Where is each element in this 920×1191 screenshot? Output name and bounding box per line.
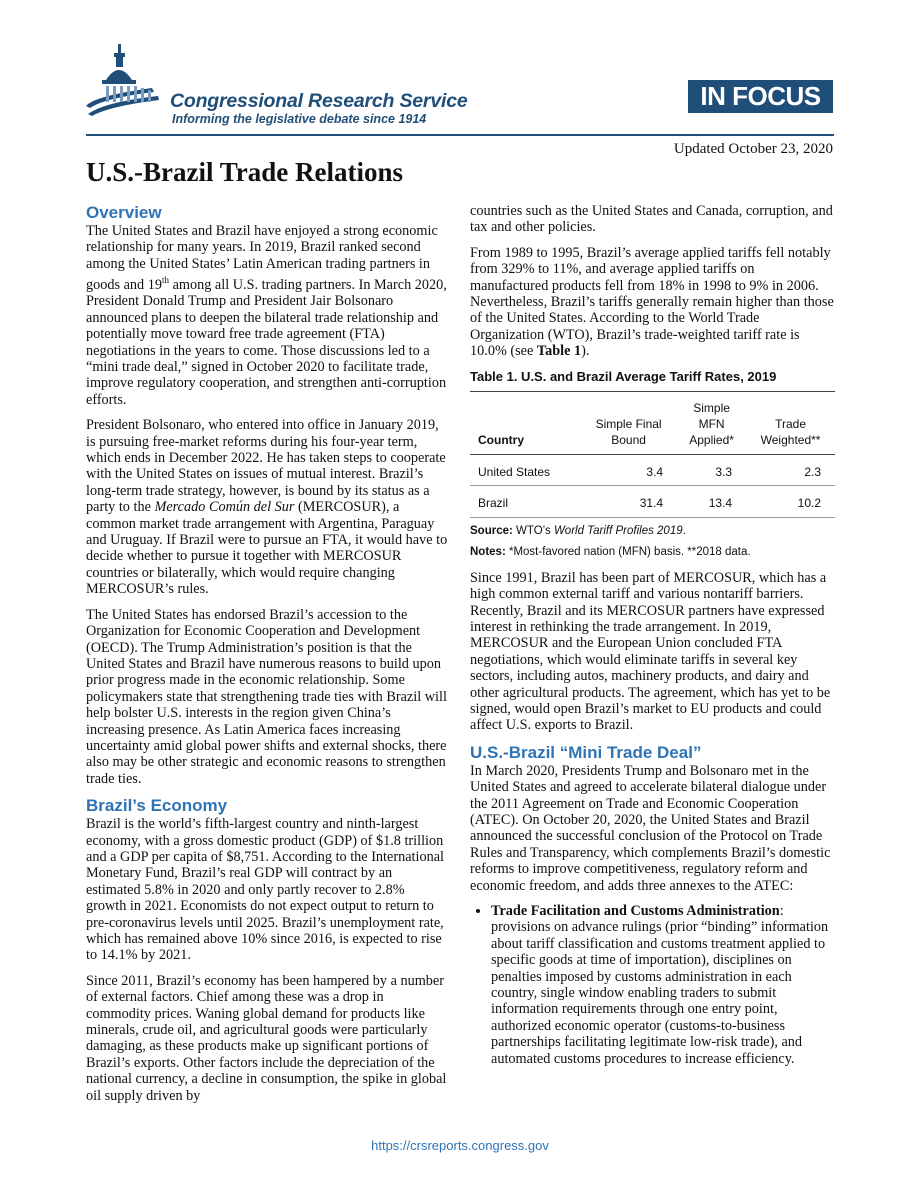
cell-final-bound: 31.4 [580, 486, 677, 517]
tariff-paragraph: From 1989 to 1995, Brazil’s average applied tariffs fell notably from 329% to 11%, and average applied tariffs on manufactured products fell from 18% in 1998 to 9% in 2006. Nevertheless, Brazil’s tariffs generally remain higher than those of the United States. According to the World Trade Organization (WTO), Brazil’s trade-weighted tariff rate is 10.0% (see Table 1). [470, 244, 834, 360]
right-column [470, 203, 835, 1067]
mercosur-paragraph: Since 1991, Brazil has been part of MERCOSUR, which has a high common external tariff and various nontariff barriers. Recently, Brazil and its MERCOSUR partners have expressed interest in rethinking the trade arrangement. In 2019, MERCOSUR and the European Union concluded FTA negotiations, which would eliminate tariffs in several key sectors, including autos, machinery products, and dairy and other agricultural products. The agreement, which has yet to be signed, would open Brazil’s market to EU products and could affect U.S. exports to Brazil. [470, 569, 831, 734]
tariff-table [470, 391, 835, 518]
mini-deal-paragraph: In March 2020, Presidents Trump and Bolsonaro met in the United States and agreed to accelerate bilateral dialogue under the 2011 Agreement on Trade and Economic Cooperation (ATEC). On October 20, 2020, the United States and Brazil announced the successful conclusion of the Protocol on Trade Rules and Transparency, which complements Brazil’s domestic reforms to improve competitiveness, regulatory reform and economic freedom, and adds three annexes to the ATEC: [470, 762, 831, 894]
footer-url[interactable]: https://crsreports.congress.gov [371, 1138, 549, 1153]
economy-paragraph-1: Brazil is the world’s fifth-largest country and ninth-largest economy, with a gross domestic product (GDP) of $1.8 trillion and a GDP per capita of $8,751. According to the International Monetary Fund, Brazil’s real GDP will contract by an estimated 5.8% in 2020 and only partly recover to 2.8% growth in 2021. Economists do not expect output to return to pre-coronavirus levels until 2025. Brazil’s unemployment rate, which has remained above 10% since 2016, is expected to rise to 14.1% by 2021. [86, 816, 444, 964]
cell-country: United States [470, 455, 580, 486]
cell-mfn-applied: 3.3 [677, 455, 746, 486]
updated-date: Updated October 23, 2020 [673, 141, 833, 157]
header-simple-final-bound: Simple Final Bound [580, 392, 677, 455]
overview-paragraph-3: The United States has endorsed Brazil’s accession to the Organization for Economic Cooperation and Development (OECD). The Trump Administration’s position is that the United States and Brazil have numerous reasons to build upon prior progress made in the economic relationship. Some policymakers state that strengthening trade ties with Brazil will help bolster U.S. interests in the region given China’s increasing presence. As Latin America faces increasing uncertainty amid global power shifts and external shocks, there also may be other strategic and economic reasons to strengthen trade ties. [86, 606, 447, 787]
table-source: Source: WTO’s World Tariff Profiles 2019. [470, 524, 686, 537]
table-row [470, 455, 835, 486]
cell-trade-weighted: 2.3 [746, 455, 835, 486]
cell-mfn-applied: 13.4 [677, 486, 746, 517]
economy-heading: Brazil’s Economy [86, 796, 228, 816]
table-notes: Notes: *Most-favored nation (MFN) basis. **2018 data. [470, 546, 751, 559]
header-rule [86, 134, 834, 136]
overview-heading: Overview [86, 203, 162, 222]
table-title: Table 1. U.S. and Brazil Average Tariff Rates, 2019 [470, 368, 777, 384]
list-item: • Trade Facilitation and Customs Administration: provisions on advance rulings (prior “binding” information about tariff classification and customs treatment applied to specific goods at time of importation), disciplines on penalties imposed by customs administration in each country, single window enabling traders to submit information requirements through one entry point, authorized economic operator (customs-to-business partnerships facilitating legitimate low-risk trade), and automated customs procedures to increase efficiency. [491, 903, 835, 1067]
cell-country: Brazil [470, 486, 580, 517]
left-column [86, 203, 448, 1113]
annex-list [470, 903, 835, 1067]
cell-final-bound: 3.4 [580, 455, 677, 486]
table-header-row [470, 392, 835, 455]
economy-paragraph-2: Since 2011, Brazil’s economy has been hampered by a number of external factors. Chief among these was a drop in commodity prices. Waning global demand for products like minerals, crude oil, and agricultural goods were particularly damaging, as these products make up significant portions of Brazil’s exports. Other factors include the depreciation of the national currency, a decline in consumption, the spike in global oil supply driven by [86, 972, 447, 1104]
org-tagline: Informing the legislative debate since 1914 [172, 112, 427, 126]
mini-deal-heading: U.S.-Brazil “Mini Trade Deal” [470, 742, 702, 762]
overview-paragraph-2: President Bolsonaro, who entered into office in January 2019, is pursuing free-market reforms during his four-year term, which ends in December 2022. He has taken steps to cooperate with the United States on issues of mutual interest. Brazil’s long-term trade strategy, however, is bound by its status as a party to the Mercado Común del Sur (MERCOSUR), a common market trade arrangement with Argentina, Paraguay and Uruguay. If Brazil were to pursue an FTA, it would have to decide whether to pursue it together with MERCOSUR countries or bilaterally, which would require changing MERCOSUR’s rules. [86, 417, 448, 598]
org-name: Congressional Research Service [170, 90, 468, 112]
table-row [470, 486, 835, 517]
overview-paragraph-1: The United States and Brazil have enjoyed a strong economic relationship for many years. In 2019, Brazil ranked second among the United States’ Latin American trading partners in goods and 19th among all U.S. trading partners. In March 2020, President Donald Trump and President Jair Bolsonaro announced plans to deepen the bilateral trade relationship and potentially move toward free trade agreement (FTA) negotiations in the years to come. Those discussions led to a “mini trade deal,” signed in October 2020 to facilitate trade, improve regulatory cooperation, and strengthen anti-corruption efforts. [86, 223, 447, 408]
in-focus-badge: IN FOCUS [688, 80, 833, 113]
page-title: U.S.-Brazil Trade Relations [86, 157, 403, 187]
cell-trade-weighted: 10.2 [746, 486, 835, 517]
header-simple-mfn-applied: Simple MFN Applied* [677, 392, 746, 455]
header-trade-weighted: Trade Weighted** [746, 392, 835, 455]
header-country: Country [470, 392, 580, 455]
continued-paragraph: countries such as the United States and Canada, corruption, and tax and other policies. [470, 203, 833, 236]
